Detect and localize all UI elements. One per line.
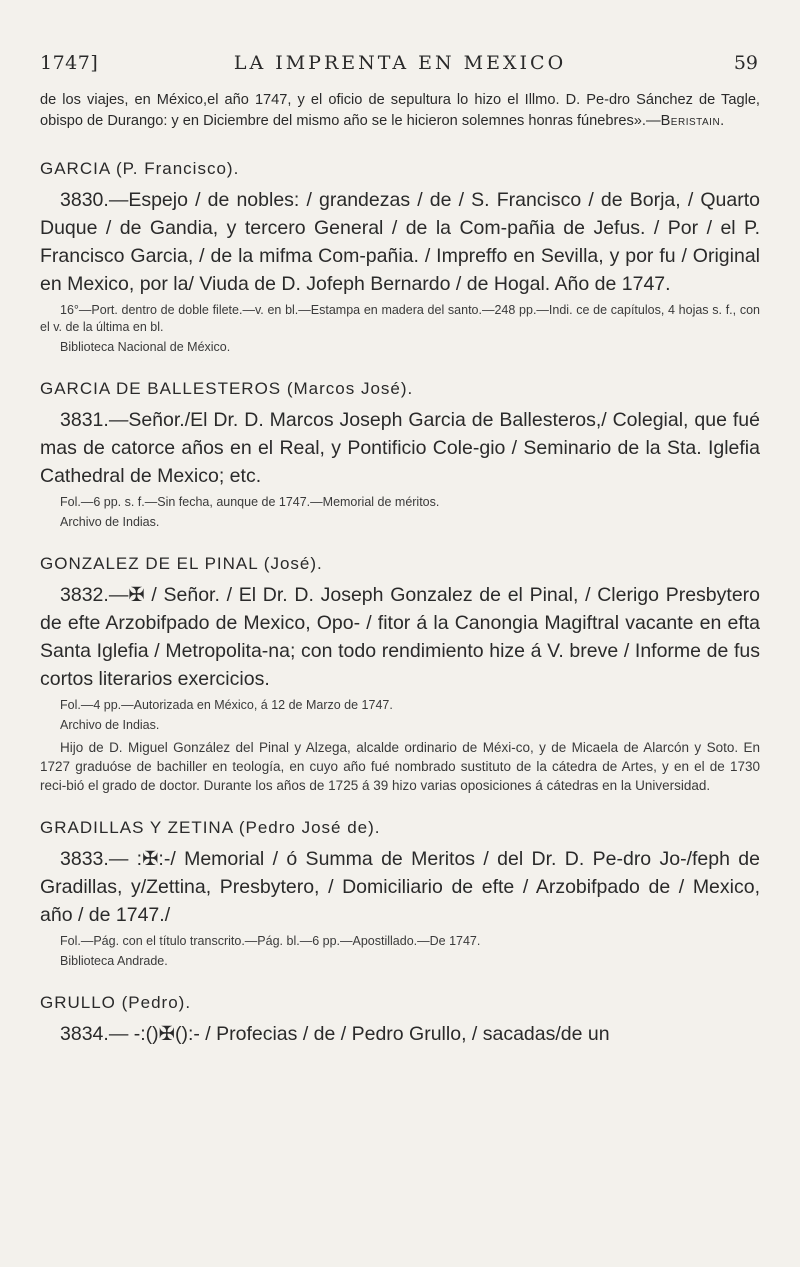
entry-number: 3833. [60,848,109,870]
entry-location: Archivo de Indias. [60,718,160,732]
entry-biography: Hijo de D. Miguel González del Pinal y Alzega, alcalde ordinario de Méxi-co, y de Micaela de Alarcón y Soto. En 1727 graduóse de bachiller en teología, en cuyo año fué nombrado sustituto de la cátedra de Artes, y en el de 1730 reci-bió el grado de doctor. Durante los años de 1725 á 39 hizo varias oposiciones á cátedras en la Universidad. [40,740,760,793]
entry-3834 [40,1020,760,1048]
entry-number: 3831. [60,409,109,431]
header-year: 1747] [40,52,99,74]
entry-3833 [40,845,760,929]
entry-title: — -:()✠():- / Profecias / de / Pedro Grullo, / sacadas/de un [108,1023,610,1045]
page-number: 59 [733,52,758,74]
entry-number: 3834. [60,1023,109,1045]
author-heading: GRADILLAS Y ZETINA (Pedro José de). [40,818,381,837]
entry-title: —✠ / Señor. / El Dr. D. Joseph Gonzalez de el Pinal, / Clerigo Presbytero de efte Arzobifpado de Mexico, Opo- / fitor á la Canongia Magiftral vacante en efta Santa Iglefia / Metropolita-na; con todo rendimiento hize á V. breve / Informe de fus cortos literarios exercicios. [40,584,760,690]
author-heading: GRULLO (Pedro). [40,993,192,1012]
entry-3831 [40,406,760,490]
entry-title: — :✠:-/ Memorial / ó Summa de Meritos / del Dr. D. Pe-dro Jo-/feph de Gradillas, y/Zettina, Presbytero, / Domiciliario de efte / Arzobifpado de / Mexico, año / de 1747./ [40,848,760,926]
entry-title: —Señor./El Dr. D. Marcos Joseph Garcia de Ballesteros,/ Colegial, que fué mas de catorce años en el Real, y Pontificio Cole-gio / Seminario de la Sta. Iglefia Cathedral de Mexico; etc. [40,409,760,487]
entry-number: 3830. [60,189,109,211]
entry-title: —Espejo / de nobles: / grandezas / de / S. Francisco / de Borja, / Quarto Duque / de Gandia, y tercero General / de la Com-pañia de Jefus. / Por / el P. Francisco Garcia, / de la mifma Com-pañia. / Impreffo en Sevilla, y por fu / Original en Mexico, por la/ Viuda de D. Jofeph Bernardo / de Hogal. Año de 1747. [40,189,760,295]
author-heading: GARCIA DE BALLESTEROS (Marcos José). [40,379,414,398]
entry-3832 [40,581,760,693]
entry-location: Archivo de Indias. [60,515,160,529]
page-body [40,90,760,1048]
author-heading: GARCIA (P. Francisco). [40,159,240,178]
entry-location: Biblioteca Andrade. [60,954,168,968]
author-heading: GONZALEZ DE EL PINAL (José). [40,554,323,573]
entry-description: Fol.—4 pp.—Autorizada en México, á 12 de Marzo de 1747. [60,698,393,712]
intro-text: de los viajes, en México,el año 1747, y el oficio de sepultura lo hizo el Illmo. D. Pe-dro Sánchez de Tagle, obispo de Durango: y en Diciembre del mismo año se le hicieron solemnes honras fúnebres».— [40,92,760,129]
intro-source: Beristain. [660,113,725,129]
entry-location: Biblioteca Nacional de México. [60,340,231,354]
intro-paragraph [40,90,760,132]
running-header [0,52,800,82]
entry-number: 3832. [60,584,109,606]
header-title: LA IMPRENTA EN MEXICO [233,52,567,74]
entry-description: Fol.—Pág. con el título transcrito.—Pág. bl.—6 pp.—Apostillado.—De 1747. [60,934,481,948]
entry-3830 [40,186,760,298]
entry-description: 16°—Port. dentro de doble filete.—v. en bl.—Estampa en madera del santo.—248 pp.—Indi. ce de capítulos, 4 hojas s. f., con el v. de la última en bl. [40,303,760,334]
entry-description: Fol.—6 pp. s. f.—Sin fecha, aunque de 1747.—Memorial de méritos. [60,495,440,509]
